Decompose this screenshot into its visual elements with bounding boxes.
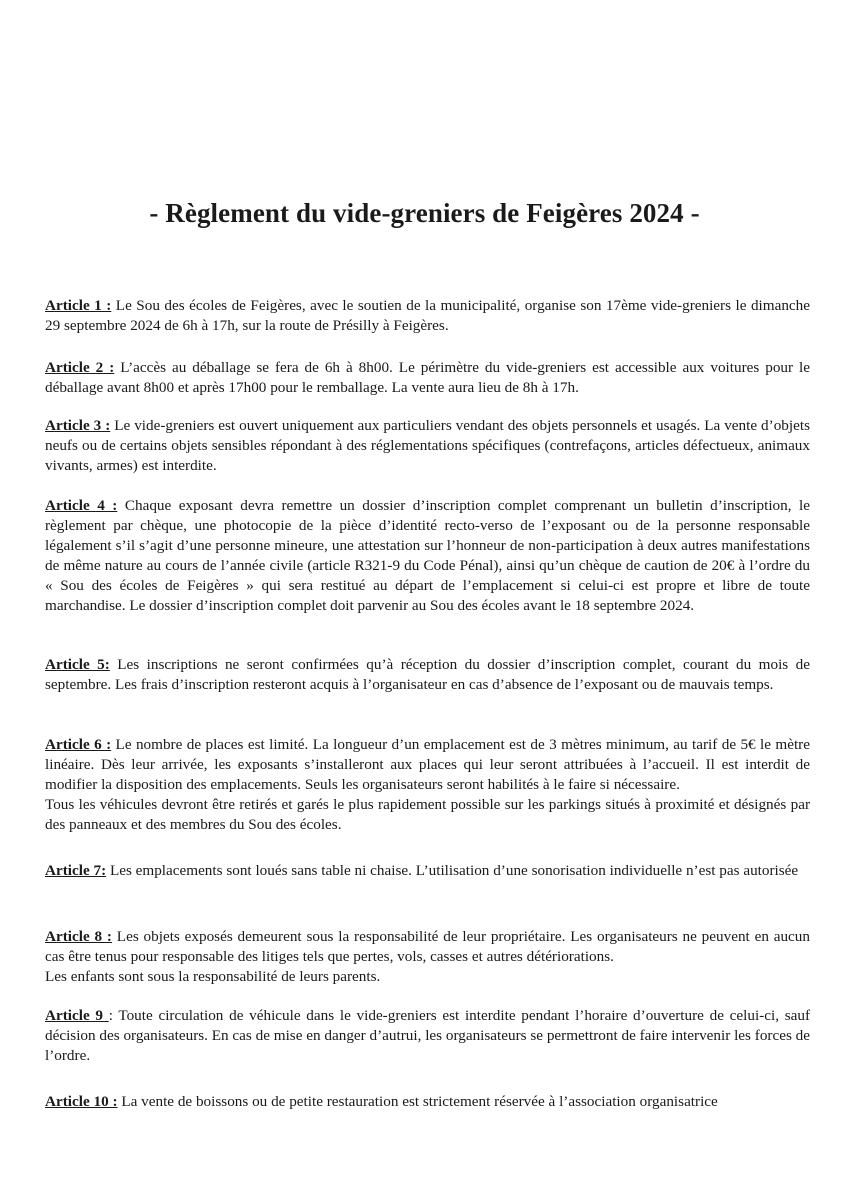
article-2: [45, 358, 810, 398]
article-8: [45, 927, 810, 987]
article-text-continued: Les enfants sont sous la responsabilité de leurs parents.: [45, 968, 381, 985]
article-text-continued: Tous les véhicules devront être retirés et garés le plus rapidement possible sur les parkings situés à proximité et désignés par des panneaux et des membres du Sou des écoles.: [45, 796, 810, 833]
article-text: Chaque exposant devra remettre un dossier d’inscription complet comprenant un bulletin d’inscription, le règlement par chèque, une photocopie de la pièce d’identité recto-verso de l’exposant ou de la personne responsable légalement s’il s’agit d’une personne mineure, une attestation sur l’honneur de non-participation à deux autres manifestations de même nature au cours de l’année civile (article R321-9 du Code Pénal), ainsi qu’un chèque de caution de 20€ à l’ordre du « Sou des écoles de Feigères » qui sera restitué au départ de l’emplacement si celui-ci est propre et libre de toute marchandise. Le dossier d’inscription complet doit parvenir au Sou des écoles avant le 18 septembre 2024.: [45, 497, 811, 614]
article-label: Article 2 :: [45, 359, 115, 376]
page-title: - Règlement du vide-greniers de Feigères 2024 -: [149, 198, 700, 228]
article-7: [45, 861, 810, 881]
article-text: : Toute circulation de véhicule dans le vide-greniers est interdite pendant l’horaire d’ouverture de celui-ci, sauf décision des organisateurs. En cas de mise en danger d’autrui, les organisateurs se permettront de faire intervenir les forces de l’ordre.: [45, 1007, 811, 1064]
article-label: Article 1 :: [45, 297, 112, 314]
article-text: La vente de boissons ou de petite restauration est strictement réservée à l’association organisatrice: [117, 1093, 718, 1110]
article-9: [45, 1006, 810, 1066]
article-text: L’accès au déballage se fera de 6h à 8h00. Le périmètre du vide-greniers est accessible aux voitures pour le déballage avant 8h00 et après 17h00 pour le remballage. La vente aura lieu de 8h à 17h.: [45, 359, 810, 396]
article-label: Article 6 :: [45, 736, 112, 753]
article-text: Le nombre de places est limité. La longueur d’un emplacement est de 3 mètres minimum, au tarif de 5€ le mètre linéaire. Dès leur arrivée, les exposants s’installeront aux places qui leur seront attribuées à l’accueil. Il est interdit de modifier la disposition des emplacements. Seuls les organisateurs seront habilités à le faire si nécessaire.: [45, 736, 810, 793]
article-3: [45, 416, 810, 476]
article-text: Le vide-greniers est ouvert uniquement aux particuliers vendant des objets personnels et usagés. La vente d’objets neufs ou de certains objets sensibles répondant à des réglementations spécifiques (contrefaçons, articles défectueux, animaux vivants, armes) est interdite.: [45, 417, 810, 474]
article-label: Article 3 :: [45, 417, 111, 434]
article-label: Article 7:: [45, 862, 107, 879]
article-4: [45, 496, 810, 616]
article-label: Article 9: [45, 1007, 109, 1024]
article-label: Article 8 :: [45, 928, 112, 945]
article-text: Les objets exposés demeurent sous la responsabilité de leur propriétaire. Les organisateurs ne peuvent en aucun cas être tenus pour responsable des litiges tels que pertes, vols, casses et autres détériorations.: [45, 928, 810, 965]
article-text: Les inscriptions ne seront confirmées qu’à réception du dossier d’inscription complet, courant du mois de septembre. Les frais d’inscription resteront acquis à l’organisateur en cas d’absence de l’exposant ou de mauvais temps.: [45, 656, 810, 693]
article-text: Les emplacements sont loués sans table ni chaise. L’utilisation d’une sonorisation individuelle n’est pas autorisée: [106, 862, 799, 879]
article-label: Article 4 :: [45, 497, 118, 514]
article-label: Article 5:: [45, 656, 110, 673]
article-5: [45, 655, 810, 695]
article-label: Article 10 :: [45, 1093, 118, 1110]
article-1: [45, 296, 810, 336]
article-text: Le Sou des écoles de Feigères, avec le soutien de la municipalité, organise son 17ème vide-greniers le dimanche 29 septembre 2024 de 6h à 17h, sur la route de Présilly à Feigères.: [45, 297, 810, 334]
article-6: [45, 735, 810, 835]
article-10: [45, 1092, 810, 1112]
